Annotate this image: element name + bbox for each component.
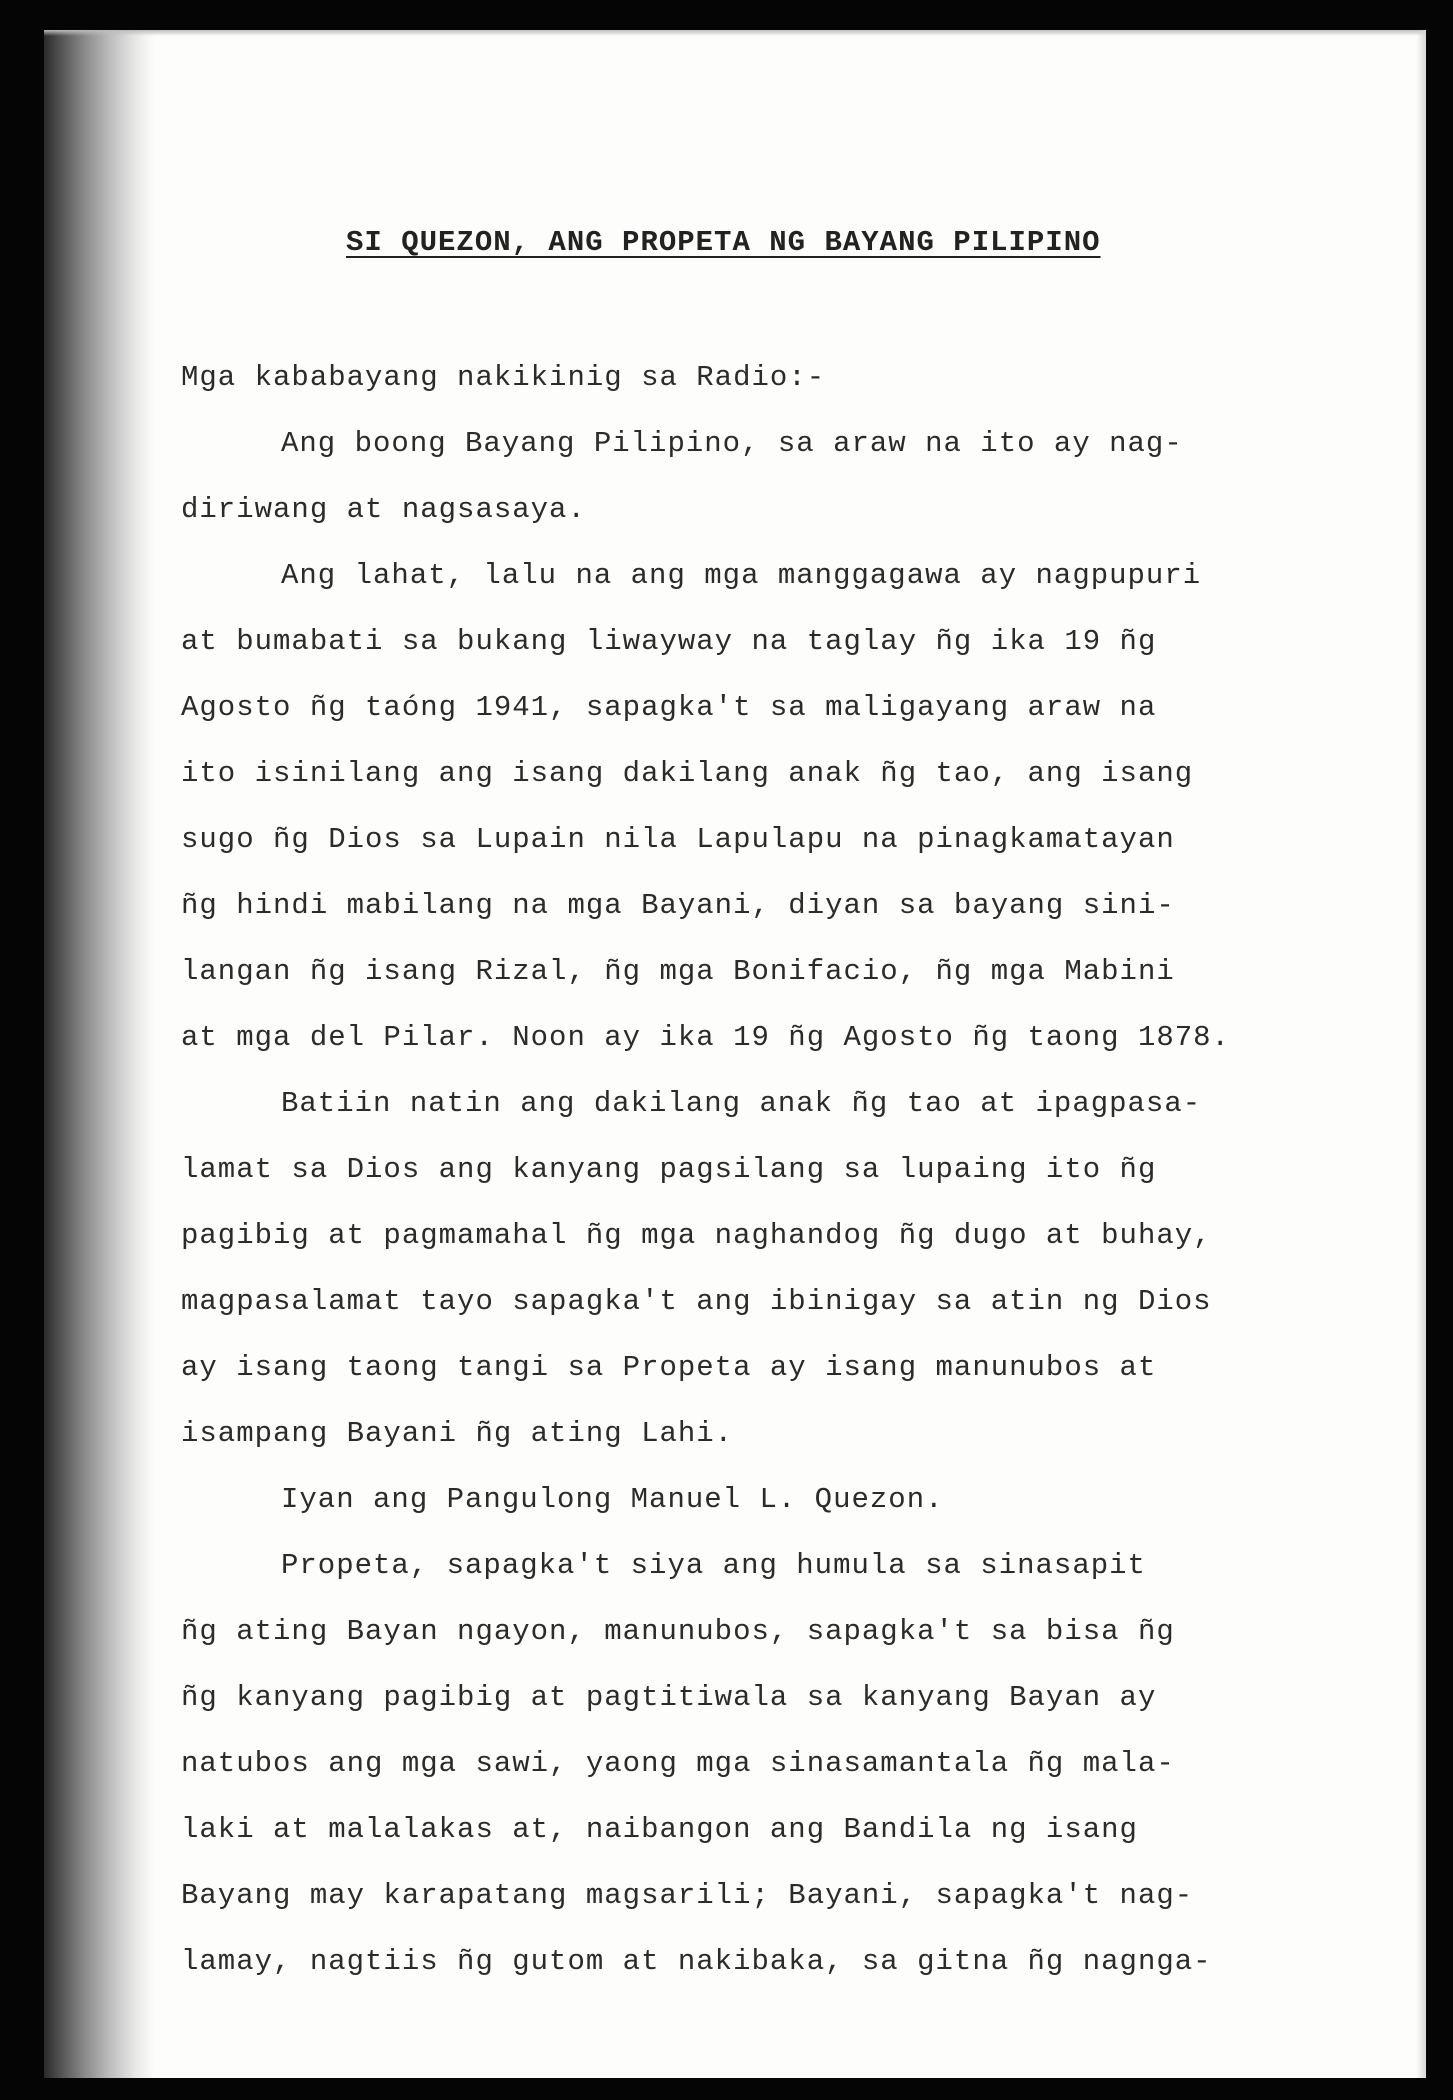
text-line: Iyan ang Pangulong Manuel L. Quezon. <box>281 1483 944 1516</box>
text-line: lamay, nagtiis ñg gutom at nakibaka, sa gitna ñg nagnga- <box>181 1945 1212 1978</box>
text-line: Ang lahat, lalu na ang mga manggagawa ay nagpupuri <box>281 559 1202 592</box>
binding-shadow <box>44 30 154 2078</box>
text-line: at bumabati sa bukang liwayway na taglay ñg ika 19 ñg <box>181 625 1157 658</box>
text-line: Ang boong Bayang Pilipino, sa araw na ito ay nag- <box>281 427 1183 460</box>
text-line: lamat sa Dios ang kanyang pagsilang sa lupaing ito ñg <box>181 1153 1157 1186</box>
document-page <box>44 30 1426 2078</box>
text-line: ito isinilang ang isang dakilang anak ñg tao, ang isang <box>181 757 1194 790</box>
text-line: at mga del Pilar. Noon ay ika 19 ñg Agosto ñg taong 1878. <box>181 1021 1230 1054</box>
text-line: ñg hindi mabilang na mga Bayani, diyan sa bayang sini- <box>181 889 1175 922</box>
page-right-edge <box>1416 30 1426 2078</box>
text-line: natubos ang mga sawi, yaong mga sinasamantala ñg mala- <box>181 1747 1175 1780</box>
text-line: Batiin natin ang dakilang anak ñg tao at ipagpasa- <box>281 1087 1202 1120</box>
text-line: isampang Bayani ñg ating Lahi. <box>181 1417 734 1450</box>
text-line: Mga kababayang nakikinig sa Radio:- <box>181 361 826 394</box>
text-line: Bayang may karapatang magsarili; Bayani, sapagka't nag- <box>181 1879 1194 1912</box>
text-line: laki at malalakas at, naibangon ang Bandila ng isang <box>181 1813 1138 1846</box>
text-line: sugo ñg Dios sa Lupain nila Lapulapu na pinagkamatayan <box>181 823 1175 856</box>
text-line: ay isang taong tangi sa Propeta ay isang manunubos at <box>181 1351 1157 1384</box>
page-top-edge <box>44 30 1426 36</box>
text-line: ñg ating Bayan ngayon, manunubos, sapagka't sa bisa ñg <box>181 1615 1175 1648</box>
document-title: SI QUEZON, ANG PROPETA NG BAYANG PILIPINO <box>346 226 1101 259</box>
text-line: Propeta, sapagka't siya ang humula sa sinasapit <box>281 1549 1146 1582</box>
text-line: Agosto ñg taóng 1941, sapagka't sa maligayang araw na <box>181 691 1157 724</box>
text-line: ñg kanyang pagibig at pagtitiwala sa kanyang Bayan ay <box>181 1681 1157 1714</box>
text-line: diriwang at nagsasaya. <box>181 493 586 526</box>
text-line: magpasalamat tayo sapagka't ang ibinigay sa atin ng Dios <box>181 1285 1212 1318</box>
text-line: langan ñg isang Rizal, ñg mga Bonifacio, ñg mga Mabini <box>181 955 1175 988</box>
text-line: pagibig at pagmamahal ñg mga naghandog ñg dugo at buhay, <box>181 1219 1212 1252</box>
